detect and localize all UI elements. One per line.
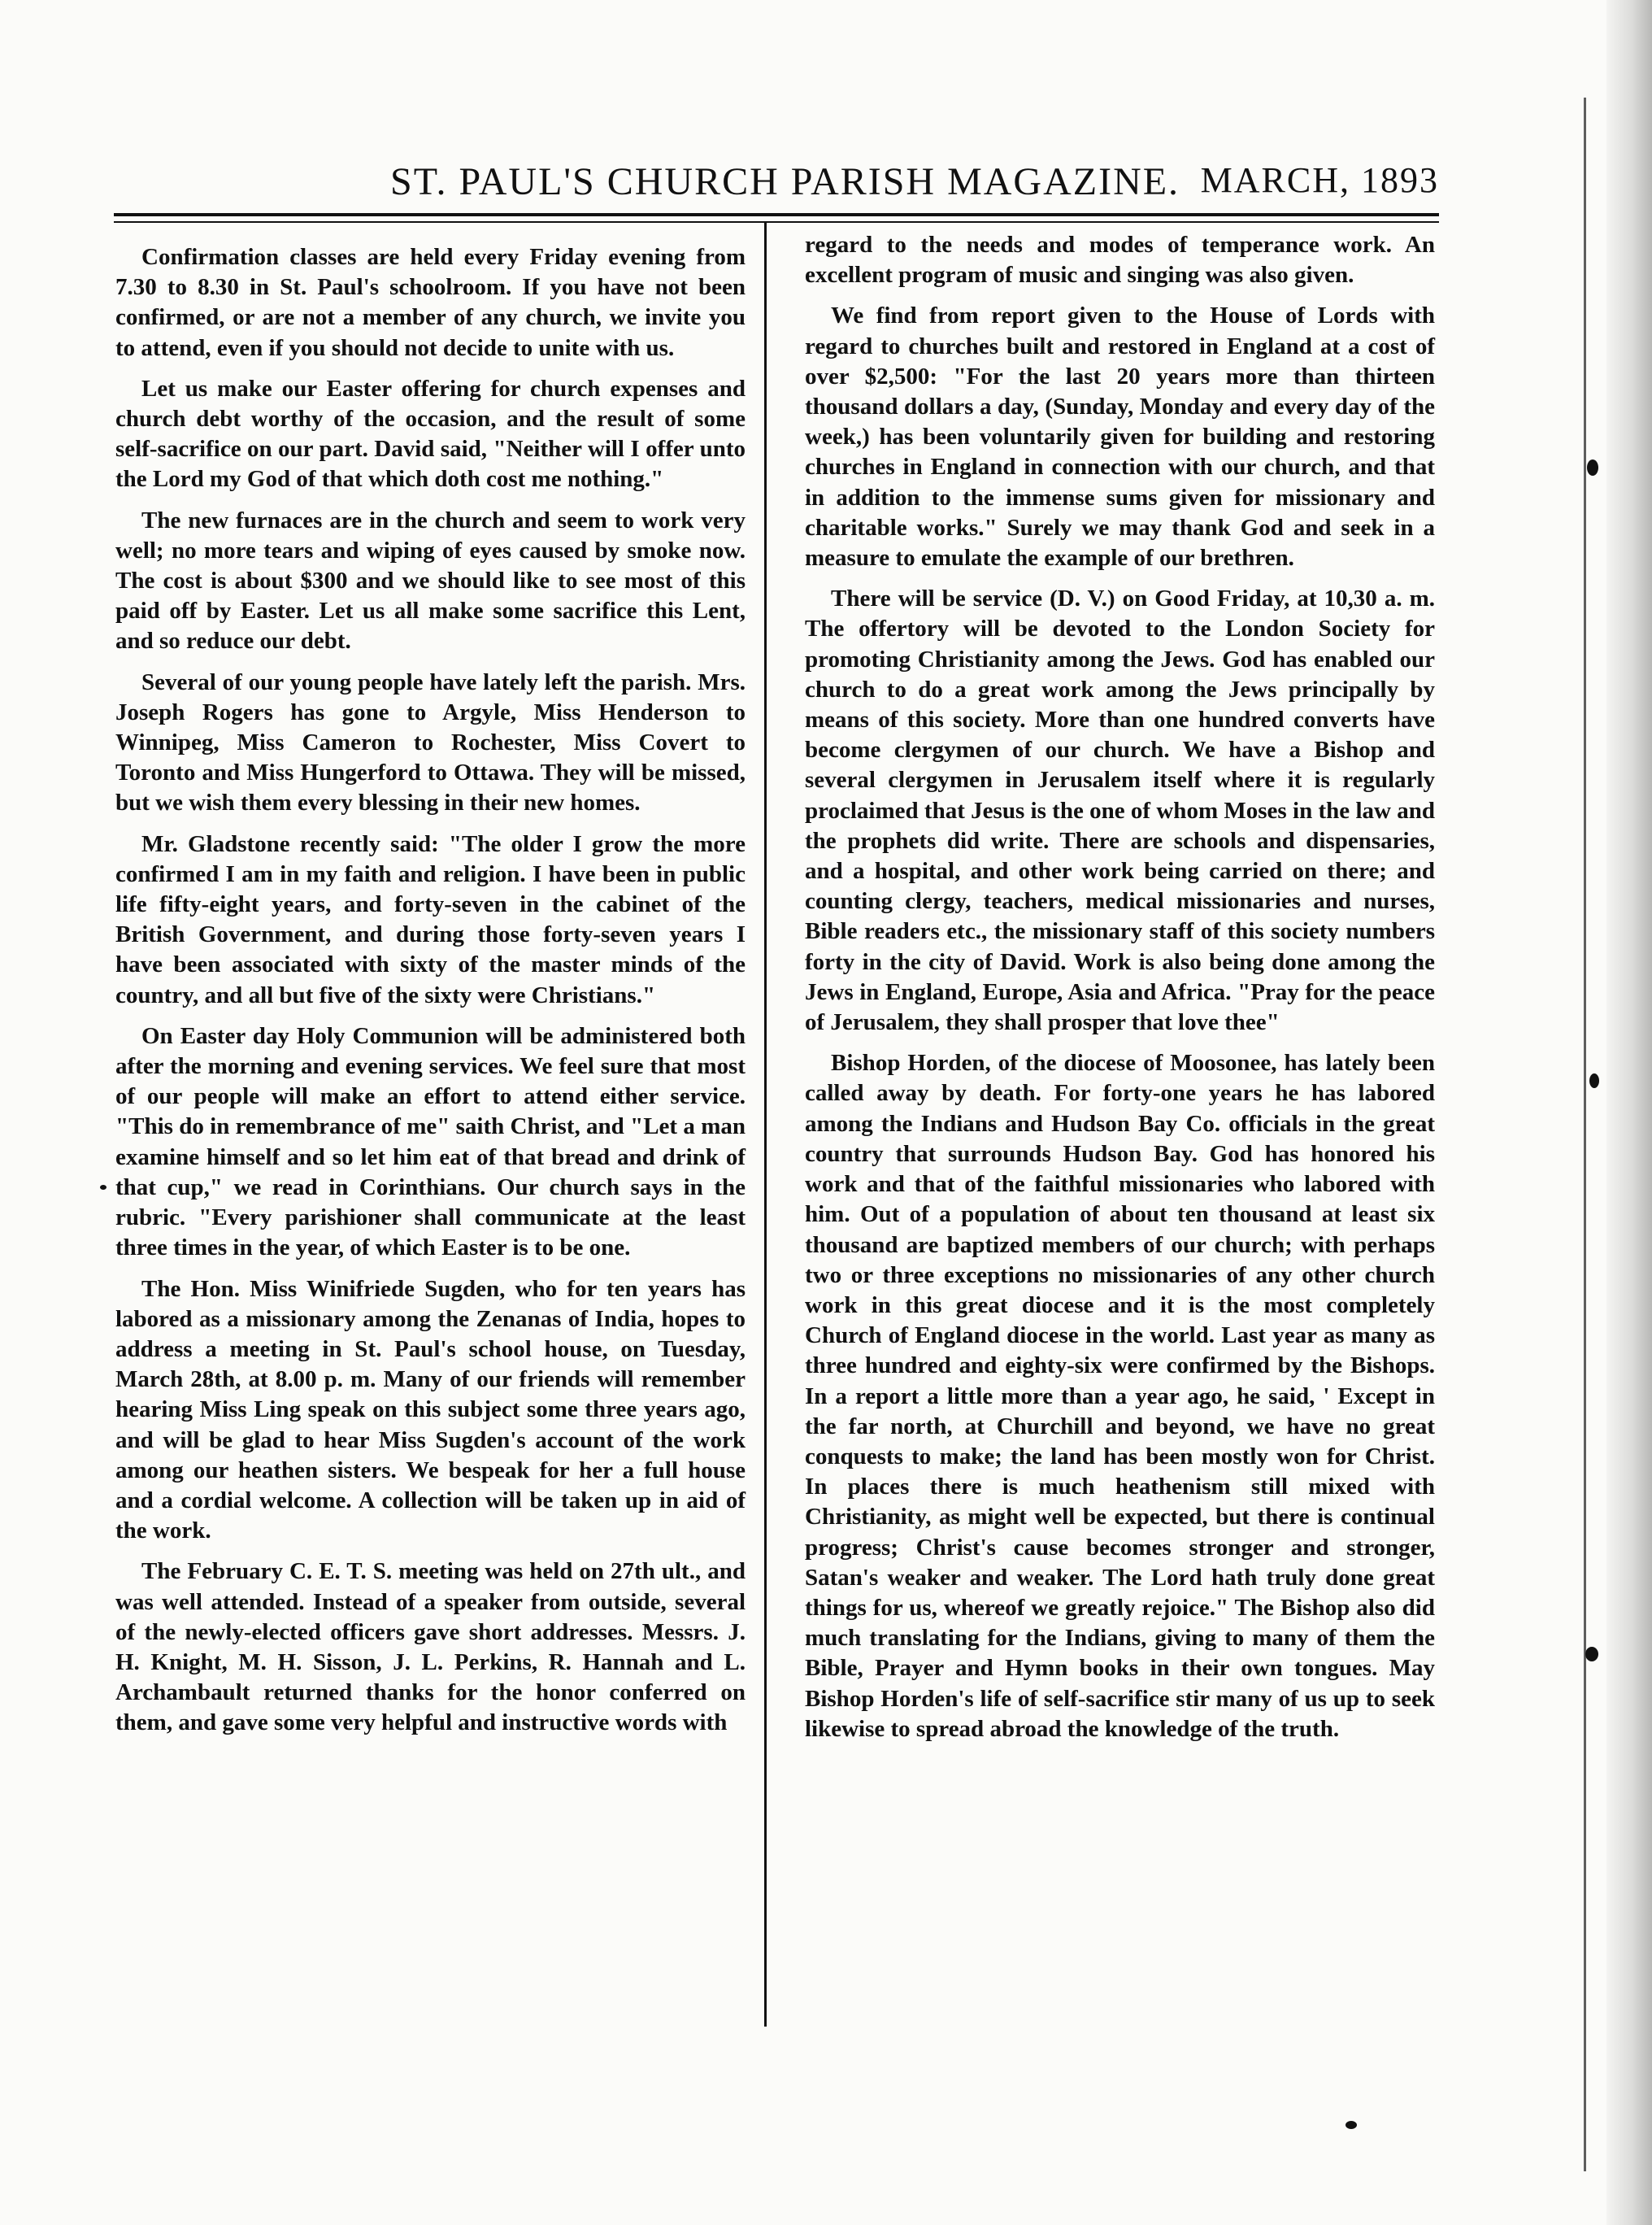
right-column	[805, 230, 1435, 1755]
paragraph-furnaces: The new furnaces are in the church and seem to work very well; no more tears and wiping of eyes caused by smoke now. The cost is about $300 and we should like to see most of this paid off by Easter. Let us all make some sacrifice this Lent, and so reduce our debt.	[115, 507, 746, 655]
ink-speck	[1585, 1647, 1598, 1661]
paragraph-confirmation: Confirmation classes are held every Friday evening from 7.30 to 8.30 in St. Paul's schoolroom. If you have not been confirmed, or are not a member of any church, we invite you to attend, even if you should not decide to unite with us.	[115, 244, 746, 361]
paragraph-good-friday: There will be service (D. V.) on Good Friday, at 10,30 a. m. The offertory will be devoted to the London Society for promoting Christianity among the Jews. God has enabled our church to do a great work among the Jews principally by means of this society. More than one hundred converts have become clergymen of our church. We have a Bishop and several clergymen in Jerusalem itself where it is regularly proclaimed that Jesus is the one of whom Moses in the law and the prophets did write. There are schools and dispensaries, and a hospital, and other work being carried on there; and counting clergy, teachers, medical missionaries and nurses, Bible readers etc., the missionary staff of this society numbers forty in the city of David. Work is also being done among the Jews in England, Europe, Asia and Africa. "Pray for the peace of Jerusalem, they shall prosper that love thee"	[805, 586, 1435, 1036]
paragraph-cets-continuation: regard to the needs and modes of temperance work. An excellent program of music and singing was also given.	[805, 232, 1435, 289]
ink-speck	[1346, 2121, 1357, 2129]
column-divider	[764, 221, 767, 2027]
paragraph-gladstone: Mr. Gladstone recently said: "The older I grow the more confirmed I am in my faith and religion. I have been in public life fifty-eight years, and forty-seven in the cabinet of the British Government, and during those forty-seven years I have been associated with sixty of the master minds of the country, and all but five of the sixty were Christians."	[115, 830, 746, 1008]
ink-speck	[1589, 1073, 1599, 1088]
paragraph-young-people: Several of our young people have lately left the parish. Mrs. Joseph Rogers has gone to Argyle, Miss Henderson to Winnipeg, Miss Cameron to Rochester, Miss Covert to Toronto and Miss Hungerford to Ottawa. They will be missed, but we wish them every blessing in their new homes.	[115, 668, 746, 816]
left-column	[115, 242, 746, 1749]
paragraph-holy-communion: On Easter day Holy Communion will be administered both after the morning and evening services. We feel sure that most of our people will make an effort to attend either service. "This do in remembrance of me" saith Christ, and "Let a man examine himself and so let him eat of that bread and drink of that cup," we read in Corinthians. Our church says in the rubric. "Every parishioner shall communicate at the least three times in the year, of which Easter is to be one.	[115, 1022, 746, 1261]
paragraph-cets-meeting: The February C. E. T. S. meeting was held on 27th ult., and was well attended. Instead of a speaker from outside, several of the newly-elected officers gave short addresses. Messrs. J. H. Knight, M. H. Sisson, J. L. Perkins, R. Hannah and L. Archambault returned thanks for the honor conferred on them, and gave some very helpful and instructive words with	[115, 1558, 746, 1736]
paragraph-easter-offering: Let us make our Easter offering for church expenses and church debt worthy of the occasion, and the result of some self-sacrifice on our part. David said, "Neither will I offer unto the Lord my God of that which doth cost me nothing."	[115, 375, 746, 493]
paragraph-bishop-horden: Bishop Horden, of the diocese of Moosonee, has lately been called away by death. For forty-one years he has labored among the Indians and Hudson Bay Co. officials in the great country that surrounds Hudson Bay. God has honored his work and that of the faithful missionaries who labored with him. Out of a population of about ten thousand at least six thousand are baptized members of our church; with perhaps two or three exceptions no missionaries of any other church work in this great diocese and it is the most completely Church of England diocese in the world. Last year as many as three hundred and eighty-six were confirmed by the Bishops. In a report a little more than a year ago, he said, ' Except in the far north, at Churchill and beyond, we have no great conquests to make; the land has been mostly won for Christ. In places there is much heathenism still mixed with Christianity, as might well be expected, but there is continual progress; Christ's cause becomes stronger and stronger, Satan's weaker and weaker. The Lord hath truly done great things for us, whereof we greatly rejoice." The Bishop also did much translating for the Indians, giving to many of them the Bible, Prayer and Hymn books in their own tongues. May Bishop Horden's life of self-sacrifice stir many of us up to seek likewise to spread abroad the knowledge of the truth.	[805, 1050, 1435, 1742]
paragraph-house-of-lords: We find from report given to the House of Lords with regard to churches built and restored in England at a cost of over $2,500: "For the last 20 years more than thirteen thousand dollars a day, (Sunday, Monday and every day of the week,) has been voluntarily given for building and restoring churches in England in connection with our church, and that in addition to the immense sums given for missionary and charitable works." Surely we may thank God and seek in a measure to emulate the example of our brethren.	[805, 303, 1435, 572]
header-rule-thin	[114, 221, 1439, 223]
issue-date: MARCH, 1893	[1200, 160, 1439, 200]
ink-speck	[100, 1185, 107, 1190]
page-header	[114, 159, 1439, 216]
page-edge-shadow	[1606, 0, 1652, 2225]
paragraph-miss-sugden: The Hon. Miss Winifriede Sugden, who for ten years has labored as a missionary among the Zenanas of India, hopes to address a meeting in St. Paul's school house, on Tuesday, March 28th, at 8.00 p. m. Many of our friends will remember hearing Miss Ling speak on this subject some three years ago, and will be glad to hear Miss Sugden's account of the work among our heathen sisters. We bespeak for her a full house and a cordial welcome. A collection will be taken up in aid of the work.	[115, 1275, 746, 1544]
header-rule-thick	[114, 213, 1439, 216]
ink-speck	[1587, 459, 1598, 476]
page-edge-line	[1584, 98, 1586, 2171]
magazine-title: ST. PAUL'S CHURCH PARISH MAGAZINE.	[390, 160, 1180, 203]
